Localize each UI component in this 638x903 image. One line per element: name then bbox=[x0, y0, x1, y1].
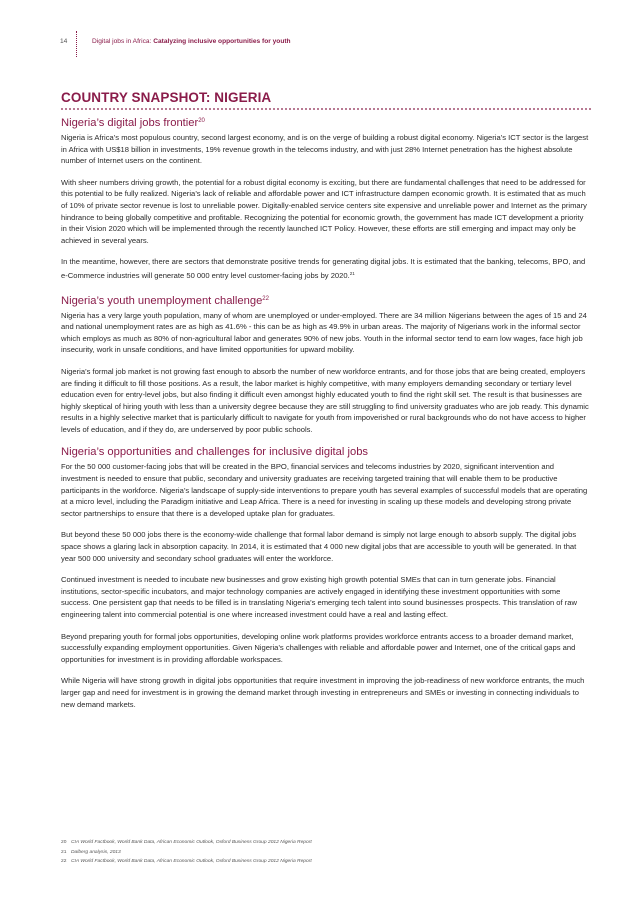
footnote-number: 22 bbox=[61, 859, 67, 864]
paragraph: Beyond preparing youth for formal jobs opportunities, developing online work platforms provides workforce entrants access to a broader demand market, successfully expanding employment opportunities. Given Nigeria’s challenges with reliable and affordable power and Internet, one of the critical gaps and opportunities for investment is in providing affordable workspaces. bbox=[61, 631, 576, 664]
paragraph: Continued investment is needed to incubate new businesses and grow existing high growth potential SMEs that can in turn generate jobs. Financial institutions, sector-specific incubators, and major technology companies are actively engaged in identifying these investment opportunities with some success. One persistent gap that needs to be filled is in translating Nigeria’s emerging tech talent into sound businesses prospects. This translation of raw engineering talent into commercial potential is one where increased investment could have a real and lasting effect. bbox=[61, 575, 577, 619]
paragraph-text: In the meantime, however, there are sectors that demonstrate positive trends for generating digital jobs. It is estimated that the banking, telecoms, BPO, and e-Commerce industries will generate 50 000 entry level customer-facing jobs by 2020. bbox=[61, 257, 586, 280]
paragraph: But beyond these 50 000 jobs there is the economy-wide challenge that formal labor demand is simply not large enough to absorb supply. The digital jobs space shows a glaring lack in absorption capacity. In 2014, it is estimated that 4 000 new digital jobs that are accessible to youth will be generated. In that year 500 000 university and secondary school graduates will enter the workforce. bbox=[61, 530, 577, 563]
footnote-text: Dalberg analysis, 2013 bbox=[71, 849, 121, 855]
footnote-number: 20 bbox=[61, 840, 67, 845]
footnote-ref[interactable]: 21 bbox=[349, 270, 355, 276]
main-content bbox=[61, 90, 591, 720]
footnote bbox=[61, 848, 591, 858]
footnote bbox=[61, 857, 591, 867]
document-title-bold: Catalyzing inclusive opportunities for youth bbox=[153, 38, 291, 45]
section-heading bbox=[61, 292, 591, 308]
dotted-divider bbox=[61, 108, 591, 110]
section-heading-text: Nigeria’s digital jobs frontier bbox=[61, 117, 199, 129]
section-heading-text: Nigeria’s opportunities and challenges for inclusive digital jobs bbox=[61, 446, 369, 459]
paragraph: For the 50 000 customer-facing jobs that will be created in the BPO, financial services and telecoms industries by 2020, significant intervention and investment is needed to ensure that public, secondary and university graduates are receiving targeted training that will enable them to be productive participants in the workforce. Nigeria’s landscape of supply-side interventions to prepare youth has several examples of successful models that are operating at a micro level, including the Paradigm initiative and Leap Africa. There is a need for investing in scaling up these models and developing strong private sector partnerships to ensure that there is a developed uptake plan for graduates. bbox=[61, 462, 588, 518]
header-divider bbox=[76, 31, 79, 57]
footnote bbox=[61, 838, 591, 848]
paragraph: Nigeria has a very large youth population, many of whom are unemployed or under-employed. There are 34 million Nigerians between the ages of 15 and 24 and national unemployment rates are as high as 41.6% - this can be as high as 49.9% in urban areas. The majority of Nigerians work in the informal sector which employs as much as 80% of non-agricultural labor and generates 90% of new jobs. Youth in the informal sector tend to earn low wages, face high job insecurity, work in unsafe conditions, and have limited opportunities for upward mobility. bbox=[61, 310, 587, 355]
page-number: 14 bbox=[60, 38, 68, 45]
section-title: COUNTRY SNAPSHOT: NIGERIA bbox=[61, 90, 272, 105]
paragraph: While Nigeria will have strong growth in digital jobs opportunities that require investment in improving the job-readiness of new workforce entrants, the much larger gap and need for investment is in growing the demand market through investing in entrepreneurs and SMEs or investing in connecting individuals to new demand markets. bbox=[61, 676, 585, 709]
footnote-number: 21 bbox=[61, 849, 67, 855]
footnote-ref[interactable]: 20 bbox=[198, 118, 205, 124]
footnote-text: CIA World Factbook, World Bank Data, African Economic Outlook, Oxford Business Group 2012 Nigeria Report bbox=[71, 859, 312, 864]
section-heading bbox=[61, 114, 591, 130]
paragraph: Nigeria’s formal job market is not growing fast enough to absorb the number of new workforce entrants, and for those jobs that are being created, employers are finding it difficult to fill those positions. As a result, the labor market is highly competitive, with many employers demanding secondary or tertiary level education even for entry-level jobs, but also finding it difficult even amongst highly educated youth to find the right skill set. The result is that businesses are highly skeptical of hiring youth with less than a university degree because they are still struggling to find university graduates who are job ready. This dynamic results in a highly selective market that is particularly difficult to navigate for youth from impoverished or rural backgrounds who do not have access to higher levels of education, and if they do, are underserved by poor public schools. bbox=[61, 366, 589, 434]
page-header bbox=[46, 34, 606, 56]
footnotes bbox=[61, 838, 591, 867]
footnote-text: CIA World Factbook, World Bank Data, African Economic Outlook, Oxford Business Group 2012 Nigeria Report bbox=[71, 840, 312, 845]
document-title bbox=[92, 38, 291, 45]
paragraph: With sheer numbers driving growth, the potential for a robust digital economy is exciting, but there are fundamental challenges that need to be addressed for this potential to be fully realized. Nigeria’s lack of reliable and affordable power and ICT infrastructure dampen economic growth. It is estimated that as much of 10% of private sector revenue is lost to unreliable power. Digitally-enabled service centers site expensive and unreliable power and Internet as the primary hindrance to being globally competitive and profitable. Recognizing the potential for economic growth, the government has made ICT development a priority in their Vision 2020 which will be implemented through the recently launched ICT Policy. However, these efforts are still emerging and impact may only be achieved in several years. bbox=[61, 177, 587, 245]
section-heading-text: Nigeria’s youth unemployment challenge bbox=[61, 294, 263, 307]
document-title-prefix: Digital jobs in Africa: bbox=[92, 38, 154, 45]
footnote-ref[interactable]: 22 bbox=[262, 295, 269, 302]
paragraph bbox=[61, 256, 591, 281]
section-heading bbox=[61, 445, 591, 459]
paragraph: Nigeria is Africa’s most populous country, second largest economy, and is on the verge of building a robust digital economy. Nigeria’s ICT sector is the largest in Africa with US$18 billion in investments, 19% revenue growth in the telecoms industry, and with just 28% Internet penetration has the highest absolute number of Internet users on the continent. bbox=[61, 133, 589, 166]
